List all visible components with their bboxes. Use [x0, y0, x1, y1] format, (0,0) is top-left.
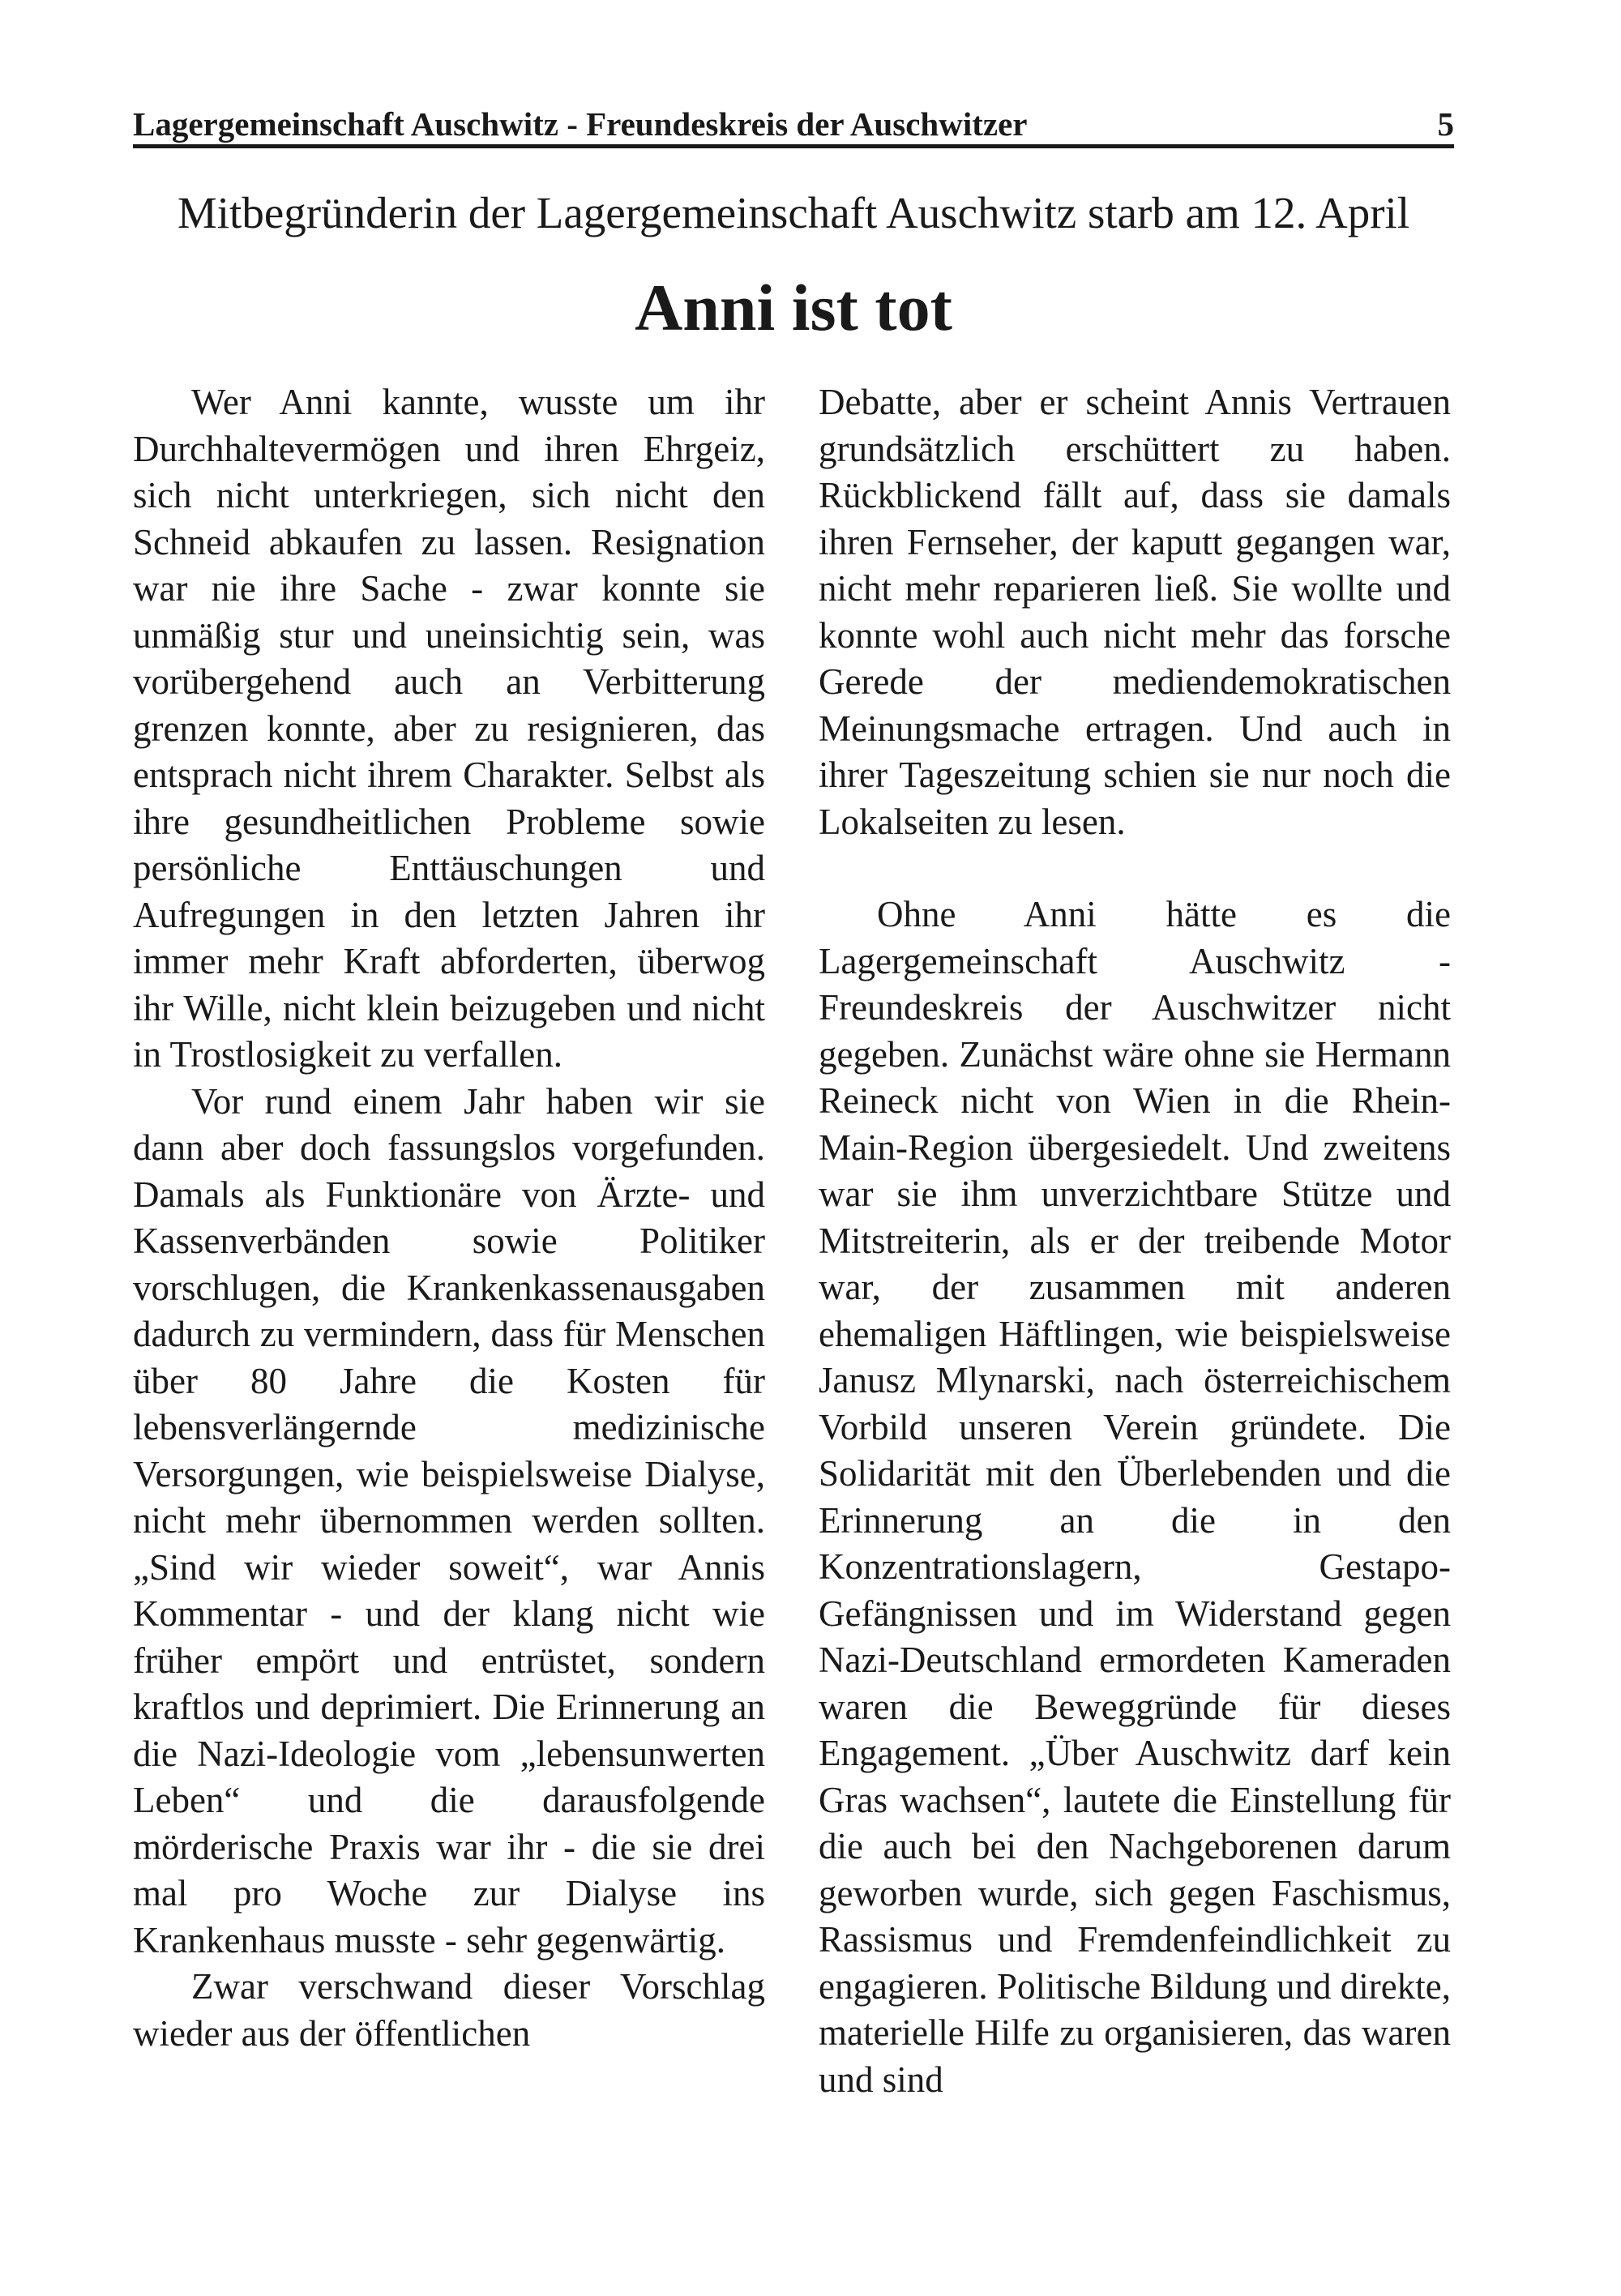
paragraph: Zwar verschwand dieser Vorschlag wieder aus der öffentlichen	[133, 1966, 765, 2054]
publication-title: Lagergemeinschaft Auschwitz - Freundeskreis der Auschwitzer	[133, 105, 1028, 143]
article-column-left	[133, 379, 765, 2057]
article-column-right	[819, 379, 1451, 2103]
paragraph: Vor rund einem Jahr haben wir sie dann aber doch fassungslos vorgefunden. Damals als Funktionäre von Ärzte- und Kassenverbänden sowie Politiker vorschlugen, die Krankenkassenausgaben dadurch zu vermindern, dass für Menschen über 80 Jahre die Kosten für lebensverlängernde medizinische Versorgungen, wie beispielsweise Dialyse, nicht mehr übernommen werden sollten. „Sind wir wieder soweit“, war Annis Kommentar - und der klang nicht wie früher empört und entrüstet, sondern kraftlos und deprimiert. Die Erinnerung an die Nazi-Ideologie vom „lebensunwerten Leben“ und die darausfolgende mörderische Praxis war ihr - die sie drei mal pro Woche zur Dialyse ins Krankenhaus musste - sehr gegenwärtig.	[133, 1080, 765, 1960]
page-number: 5	[1437, 105, 1454, 143]
running-header	[133, 104, 1454, 148]
article-headline: Anni ist tot	[635, 271, 952, 344]
paragraph: Ohne Anni hätte es die Lagergemeinschaft Auschwitz - Freundeskreis der Auschwitzer nicht gegeben. Zunächst wäre ohne sie Hermann Reineck nicht von Wien in die Rhein-Main-Region übergesiedelt. Und zweitens war sie ihm unverzichtbare Stütze und Mitstreiterin, als er der treibende Motor war, der zusammen mit anderen ehemaligen Häftlingen, wie beispielsweise Janusz Mlynarski, nach österreichischem Vorbild unseren Verein gründete. Die Solidarität mit den Überlebenden und die Erinnerung an die in den Konzentrationslagern, Gestapo-Gefängnissen und im Widerstand gegen Nazi-Deutschland ermordeten Kameraden waren die Beweggründe für dieses Engagement. „Über Auschwitz darf kein Gras wachsen“, lautete die Einstellung für die auch bei den Nachgeborenen darum geworben wurde, sich gegen Faschismus, Rassismus und Fremdenfeindlichkeit zu engagieren. Politische Bildung und direkte, materielle Hilfe zu organisieren, das waren und sind	[819, 894, 1451, 2100]
article-kicker: Mitbegründerin der Lagergemeinschaft Auschwitz starb am 12. April	[177, 188, 1410, 237]
paragraph: Debatte, aber er scheint Annis Vertrauen grundsätzlich erschüttert zu haben. Rückblickend fällt auf, dass sie damals ihren Fernseher, der kaputt gegangen war, nicht mehr reparieren ließ. Sie wollte und konnte wohl auch nicht mehr das forsche Gerede der mediendemokratischen Meinungsmache ertragen. Und auch in ihrer Tageszeitung schien sie nur noch die Lokalseiten zu lesen.	[819, 382, 1451, 842]
paragraph: Wer Anni kannte, wusste um ihr Durchhaltevermögen und ihren Ehrgeiz, sich nicht unterkriegen, sich nicht den Schneid abkaufen zu lassen. Resignation war nie ihre Sache - zwar konnte sie unmäßig stur und uneinsichtig sein, was vorübergehend auch an Verbitterung grenzen konnte, aber zu resignieren, das entsprach nicht ihrem Charakter. Selbst als ihre gesundheitlichen Probleme sowie persönliche Enttäuschungen und Aufregungen in den letzten Jahren ihr immer mehr Kraft abforderten, überwog ihr Wille, nicht klein beizugeben und nicht in Trostlosigkeit zu verfallen.	[133, 382, 765, 1075]
